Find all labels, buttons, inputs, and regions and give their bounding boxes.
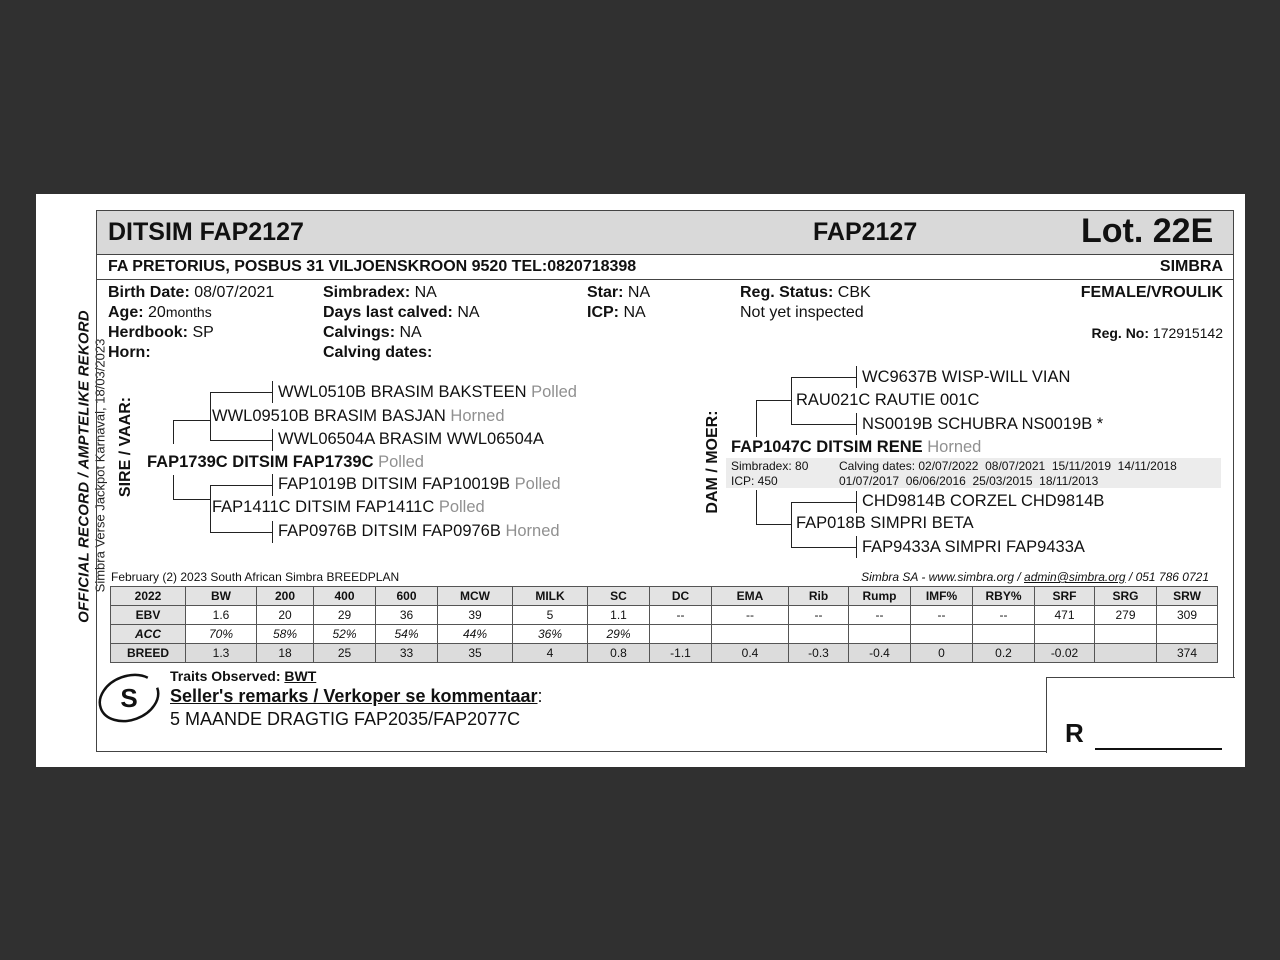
sire-dam-sire: FAP1019B DITSIM FAP10019B Polled	[278, 475, 561, 493]
sire-sire-sire: WWL0510B BRASIM BAKSTEEN Polled	[278, 383, 577, 401]
tree-line	[791, 547, 856, 548]
calvings: Calvings: NA	[323, 324, 422, 341]
breedplan-cell: --	[712, 606, 789, 625]
breedplan-cell: 279	[1095, 606, 1157, 625]
tree-line	[272, 429, 273, 451]
animal-name: DITSIM FAP2127	[108, 218, 304, 246]
r-signature-line	[1095, 748, 1222, 750]
tree-line	[173, 420, 174, 444]
tree-line	[210, 485, 272, 486]
breedplan-row	[111, 625, 1218, 644]
email-link[interactable]: admin@simbra.org	[1024, 570, 1126, 584]
breedplan-cell: --	[849, 606, 911, 625]
breedplan-cell	[1157, 625, 1218, 644]
breedplan-cell	[973, 625, 1035, 644]
breedplan-header-cell: 200	[257, 587, 314, 606]
sire-sire: WWL09510B BRASIM BASJAN Horned	[212, 407, 505, 425]
tree-line	[791, 424, 856, 425]
lot-card	[36, 194, 1245, 767]
tree-line	[756, 490, 757, 524]
tree-line	[210, 440, 272, 441]
remarks-text: 5 MAANDE DRAGTIG FAP2035/FAP2077C	[170, 709, 521, 729]
breedplan-cell: 29	[314, 606, 376, 625]
tree-line	[856, 413, 857, 435]
star: Star: NA	[587, 284, 651, 301]
breedplan-header-cell: MCW	[438, 587, 513, 606]
tree-line	[756, 524, 791, 525]
calving-dates-label: Calving dates:	[323, 344, 433, 361]
breedplan-cell: 39	[438, 606, 513, 625]
breedplan-cell: 70%	[186, 625, 257, 644]
tree-line	[756, 400, 791, 401]
logo-letter: S	[120, 683, 138, 713]
breedplan-cell: 20	[257, 606, 314, 625]
breedplan-cell: 374	[1157, 644, 1218, 663]
breedplan-cell	[789, 625, 849, 644]
breedplan-cell: 33	[376, 644, 438, 663]
dam-side-label: DAM / MOER:	[704, 410, 721, 514]
tree-line	[210, 485, 211, 532]
herdbook: Herdbook: SP	[108, 324, 214, 341]
breedplan-header-cell: SRG	[1095, 587, 1157, 606]
tree-line	[791, 502, 856, 503]
remarks-label: Seller's remarks / Verkoper se kommentaar:	[170, 686, 543, 706]
breedplan-cell: 18	[257, 644, 314, 663]
breedplan-header-cell: 2022	[111, 587, 186, 606]
sire-dam: FAP1411C DITSIM FAP1411C Polled	[212, 498, 485, 516]
breedplan-cell: 1.1	[588, 606, 650, 625]
breedplan-cell	[650, 625, 712, 644]
dam-name: FAP1047C DITSIM RENE Horned	[731, 438, 982, 456]
tree-line	[210, 392, 272, 393]
icp: ICP: NA	[587, 304, 646, 321]
breedplan-cell: 309	[1157, 606, 1218, 625]
dam-simbradex: Simbradex: 80	[731, 459, 809, 473]
breedplan-header-row	[111, 587, 1218, 606]
tree-line	[210, 392, 211, 440]
sire-dam-dam: FAP0976B DITSIM FAP0976B Horned	[278, 522, 560, 540]
official-record-label: OFFICIAL RECORD / AMPTELIKE REKORD	[75, 310, 93, 623]
breedplan-cell: --	[911, 606, 973, 625]
lot-number: Lot. 22E	[1081, 212, 1214, 250]
breedplan-cell: 471	[1035, 606, 1095, 625]
breedplan-cell: 0.8	[588, 644, 650, 663]
breedplan-cell	[849, 625, 911, 644]
breedplan-cell: -1.1	[650, 644, 712, 663]
breedplan-cell: -0.4	[849, 644, 911, 663]
animal-id: FAP2127	[813, 218, 918, 246]
breedplan-header-cell: MILK	[513, 587, 588, 606]
tree-line	[272, 521, 273, 543]
r-label: R	[1065, 718, 1084, 748]
breedplan-row-label: ACC	[111, 625, 186, 644]
breedplan-cell: 54%	[376, 625, 438, 644]
dam-calving-dates-cont: 01/07/2017 06/06/2016 25/03/2015 18/11/2013	[839, 474, 1099, 488]
breedplan-header-cell: EMA	[712, 587, 789, 606]
breedplan-cell	[712, 625, 789, 644]
breedplan-cell: 0.4	[712, 644, 789, 663]
breedplan-cell: -0.3	[789, 644, 849, 663]
breedplan-cell: --	[973, 606, 1035, 625]
breedplan-cell	[911, 625, 973, 644]
sire-sire-dam: WWL06504A BRASIM WWL06504A	[278, 430, 544, 448]
breedplan-title: February (2) 2023 South African Simbra BREEDPLAN	[111, 570, 400, 584]
breedplan-cell	[1095, 644, 1157, 663]
tree-line	[856, 366, 857, 388]
breedplan-cell: --	[789, 606, 849, 625]
tree-line	[791, 377, 856, 378]
tree-line	[173, 499, 210, 500]
breedplan-header-cell: DC	[650, 587, 712, 606]
breedplan-row-label: EBV	[111, 606, 186, 625]
dam-dam-sire: CHD9814B CORZEL CHD9814B	[862, 492, 1105, 510]
breedplan-cell: 58%	[257, 625, 314, 644]
age: Age: 20months	[108, 304, 212, 321]
sire-side-label: SIRE / VAAR:	[117, 396, 134, 498]
traits-observed: Traits Observed: BWT	[170, 668, 317, 684]
breedplan-cell: 1.3	[186, 644, 257, 663]
inspection-status: Not yet inspected	[740, 304, 864, 321]
dam-icp: ICP: 450	[731, 474, 778, 488]
breedplan-cell: 29%	[588, 625, 650, 644]
breedplan-cell: --	[650, 606, 712, 625]
breedplan-contact: Simbra SA - www.simbra.org / admin@simbra.org / 051 786 0721	[861, 570, 1209, 584]
breedplan-table	[110, 586, 1218, 663]
breedplan-cell	[1095, 625, 1157, 644]
days-last-calved: Days last calved: NA	[323, 304, 480, 321]
breedplan-cell: 44%	[438, 625, 513, 644]
simbra-logo-icon	[96, 672, 162, 724]
breedplan-cell: 4	[513, 644, 588, 663]
breedplan-cell: 0.2	[973, 644, 1035, 663]
tree-line	[756, 400, 757, 437]
breedplan-cell: 5	[513, 606, 588, 625]
breedplan-row-label: BREED	[111, 644, 186, 663]
breedplan-header-cell: Rump	[849, 587, 911, 606]
tree-line	[791, 502, 792, 547]
breedplan-cell: 25	[314, 644, 376, 663]
breedplan-cell	[1035, 625, 1095, 644]
breedplan-cell: 36%	[513, 625, 588, 644]
simbradex: Simbradex: NA	[323, 284, 437, 301]
breedplan-row	[111, 644, 1218, 663]
tree-line	[791, 377, 792, 424]
breedplan-header-cell: BW	[186, 587, 257, 606]
tree-line	[856, 491, 857, 513]
breedplan-header-cell: 400	[314, 587, 376, 606]
dam-sire-dam: NS0019B SCHUBRA NS0019B *	[862, 415, 1104, 433]
breedplan-cell: 35	[438, 644, 513, 663]
tree-line	[210, 532, 272, 533]
tree-line	[173, 420, 210, 421]
breedplan-header-cell: SC	[588, 587, 650, 606]
dam-sire: RAU021C RAUTIE 001C	[796, 391, 980, 409]
tree-line	[272, 474, 273, 496]
breedplan-cell: 52%	[314, 625, 376, 644]
breedplan-cell: 0	[911, 644, 973, 663]
sex-label: FEMALE/VROULIK	[1080, 284, 1223, 301]
breedplan-cell: 1.6	[186, 606, 257, 625]
dam-sire-sire: WC9637B WISP-WILL VIAN	[862, 368, 1071, 386]
breed-label: SIMBRA	[1159, 258, 1223, 275]
breedplan-cell: 36	[376, 606, 438, 625]
birth-date: Birth Date: 08/07/2021	[108, 284, 275, 301]
dam-calving-dates: Calving dates: 02/07/2022 08/07/2021 15/11/2019 14/11/2018	[839, 459, 1177, 473]
tree-line	[272, 381, 273, 403]
sire-name: FAP1739C DITSIM FAP1739C Polled	[147, 453, 424, 471]
reg-status: Reg. Status: CBK	[740, 284, 871, 301]
breedplan-header-cell: SRF	[1035, 587, 1095, 606]
breedplan-cell: -0.02	[1035, 644, 1095, 663]
tree-line	[856, 536, 857, 558]
dam-dam-dam: FAP9433A SIMPRI FAP9433A	[862, 538, 1085, 556]
breedplan-header-cell: IMF%	[911, 587, 973, 606]
horn-label: Horn:	[108, 344, 151, 361]
breedplan-header-cell: 600	[376, 587, 438, 606]
breedplan-header-cell: RBY%	[973, 587, 1035, 606]
reg-number: Reg. No: 172915142	[1091, 325, 1223, 341]
owner-details: FA PRETORIUS, POSBUS 31 VILJOENSKROON 9520 TEL:0820718398	[108, 258, 637, 275]
breedplan-header-cell: Rib	[789, 587, 849, 606]
sale-label: Simbra Verse Jackpot Karnaval, 18/03/2023	[92, 338, 108, 593]
tree-line	[173, 475, 174, 499]
breedplan-header-cell: SRW	[1157, 587, 1218, 606]
breedplan-row	[111, 606, 1218, 625]
dam-dam: FAP018B SIMPRI BETA	[796, 514, 974, 532]
